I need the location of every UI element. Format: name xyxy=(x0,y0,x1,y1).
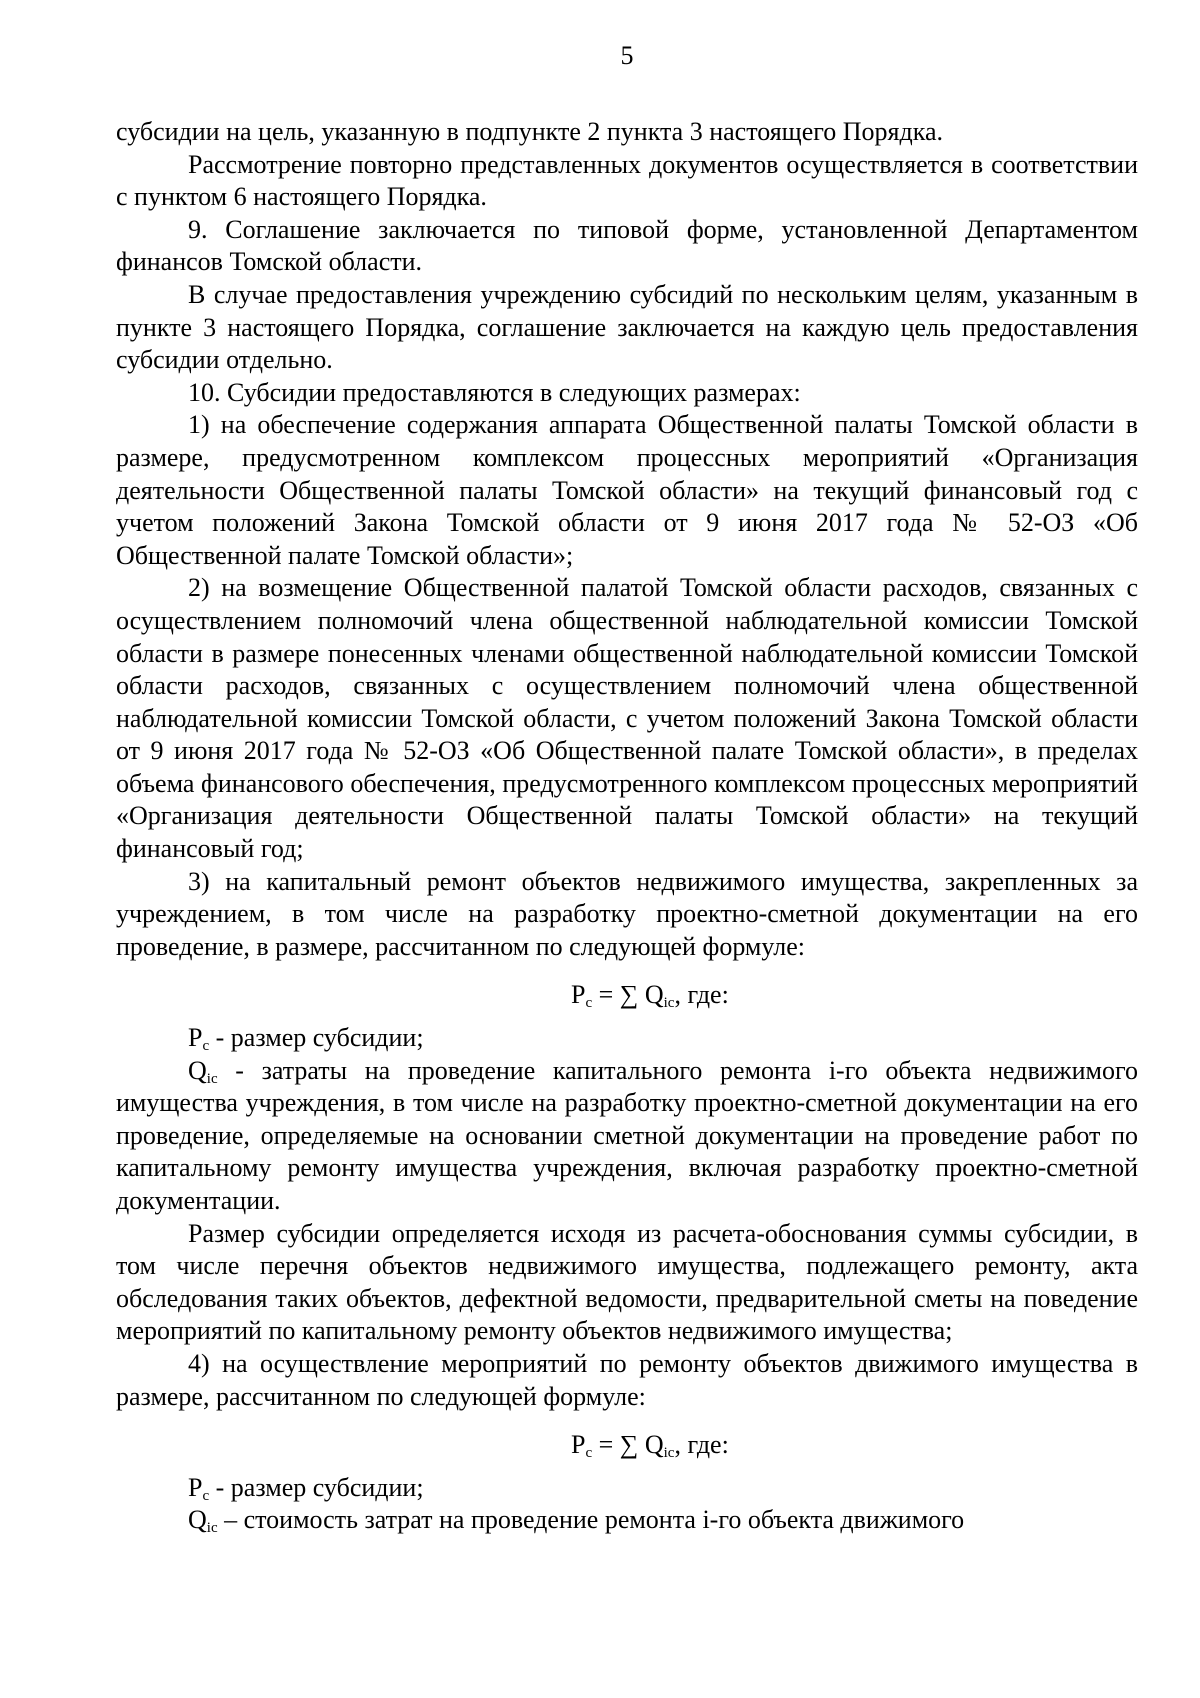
document-page xyxy=(116,40,1138,1537)
formula-p: P xyxy=(571,1430,586,1460)
formula-p: P xyxy=(571,980,586,1010)
paragraph-subitem-3: 3) на капитальный ремонт объектов недвижимого имущества, закрепленных за учреждением, в том числе на разработку проектно-сметной документации на его проведение, в размере, рассчитанном по следующей формуле: xyxy=(116,866,1138,961)
formula-p-subscript: c xyxy=(585,995,593,1012)
definition-text: - размер субсидии; xyxy=(209,1472,424,1502)
paragraph-subitem-4: 4) на осуществление мероприятий по ремонту объектов движимого имущества в размере, рассчитанном по следующей формуле: xyxy=(116,1348,1138,1411)
formula xyxy=(116,1429,1138,1462)
definition xyxy=(116,1022,1138,1055)
definition xyxy=(116,1055,1138,1218)
paragraph: Размер субсидии определяется исходя из расчета-обоснования суммы субсидии, в том числе перечня объектов недвижимого имущества, подлежащего ремонту, акта обследования таких объектов, дефектной ведомости, предварительной сметы на поведение мероприятий по капитальному ремонту объектов недвижимого имущества; xyxy=(116,1218,1138,1346)
paragraph-item-9: 9. Соглашение заключается по типовой форме, установленной Департаментом финансов Томской области. xyxy=(116,214,1138,277)
paragraph: Рассмотрение повторно представленных документов осуществляется в соответствии с пунктом 6 настоящего Порядка. xyxy=(116,149,1138,212)
definition xyxy=(116,1472,1138,1505)
definition-symbol: Q xyxy=(188,1505,207,1535)
definition-text: - размер субсидии; xyxy=(209,1023,424,1053)
definition xyxy=(116,1504,1138,1537)
definition-symbol: P xyxy=(188,1023,203,1053)
definition-subscript: c xyxy=(202,1487,210,1504)
paragraph-subitem-2: 2) на возмещение Общественной палатой Томской области расходов, связанных с осуществлением полномочий члена общественной наблюдательной комиссии Томской области в размере понесенных членами общественной наблюдательной комиссии Томской области расходов, связанных с осуществлением полномочий члена общественной наблюдательной комиссии Томской области, с учетом положений Закона Томской области от 9 июня 2017 года № 52-ОЗ «Об Общественной палате Томской области», в пределах объема финансового обеспечения, предусмотренного комплексом процессных мероприятий «Организация деятельности Общественной палаты Томской области» на текущий финансовый год; xyxy=(116,573,1138,864)
definition-symbol: Q xyxy=(188,1055,207,1085)
formula-middle: = ∑ Q xyxy=(592,980,664,1010)
formula xyxy=(116,979,1138,1012)
formula-tail: , где: xyxy=(674,980,729,1010)
definition-text: – стоимость затрат на проведение ремонта i-го объекта движимого xyxy=(217,1505,965,1535)
formula-q-subscript: ic xyxy=(663,1445,675,1462)
formula-tail: , где: xyxy=(674,1430,729,1460)
definition-text: - затраты на проведение капитального ремонта i-го объекта недвижимого имущества учреждения, в том числе на разработку проектно-сметной документации на его проведение, определяемые на основании сметной документации на проведение работ по капитальному ремонту имущества учреждения, включая разработку проектно-сметной документации. xyxy=(116,1055,1138,1215)
paragraph: субсидии на цель, указанную в подпункте 2 пункта 3 настоящего Порядка. xyxy=(116,117,943,146)
paragraph-item-10: 10. Субсидии предоставляются в следующих размерах: xyxy=(188,377,801,407)
definition-subscript: ic xyxy=(206,1070,218,1087)
definition-subscript: c xyxy=(202,1038,210,1055)
definition-subscript: ic xyxy=(206,1520,218,1537)
paragraph-subitem-1: 1) на обеспечение содержания аппарата Общественной палаты Томской области в размере, предусмотренном комплексом процессных мероприятий «Организация деятельности Общественной палаты Томской области» на текущий финансовый год с учетом положений Закона Томской области от 9 июня 2017 года № 52-ОЗ «Об Общественной палате Томской области»; xyxy=(116,410,1138,570)
paragraph: В случае предоставления учреждению субсидий по нескольким целям, указанным в пункте 3 настоящего Порядка, соглашение заключается на каждую цель предоставления субсидии отдельно. xyxy=(116,279,1138,375)
formula-q-subscript: ic xyxy=(663,995,675,1012)
formula-p-subscript: c xyxy=(585,1445,593,1462)
definition-symbol: P xyxy=(188,1472,203,1502)
page-number: 5 xyxy=(620,41,634,70)
formula-middle: = ∑ Q xyxy=(592,1430,664,1460)
